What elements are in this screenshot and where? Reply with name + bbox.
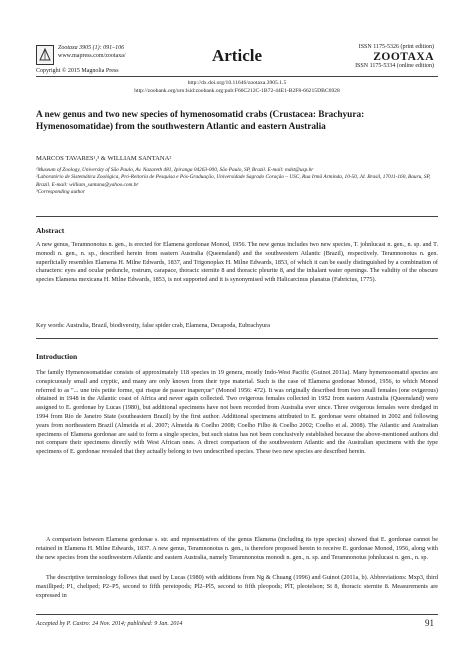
paper-title: A new genus and two new species of hymenosomatid crabs (Crustacea: Brachyura: Hymenosomatidae) from the southwestern Atlantic and eastern Australia xyxy=(36,110,365,132)
affiliation-2: ²Laboratório de Sistemática Zoológica, Pró-Reitoria de Pesquisa e Pós-Graduação, Universidade Sagrado Coração – USC, Rua Irmã Arminda, 10-50, Jd. Brasil, 17011-160, Bauru, SP, Brazil. E-mail: william_santana@yahoo.com.br xyxy=(36,174,431,188)
affiliation-3: ³Corresponding author xyxy=(36,189,85,196)
authors: MARCOS TAVARES¹,³ & WILLIAM SANTANA² xyxy=(36,155,172,162)
abstract-heading: Abstract xyxy=(36,226,65,235)
affiliations xyxy=(36,167,438,197)
article-label: Article xyxy=(211,46,263,65)
abstract-text: A new genus, Teramnonotus n. gen., is erected for Elamena gordonae Monod, 1956. The new genus includes two new species, T. johnlucasi n. gen., n. sp. and T. monodi n. gen., n. sp., described herein from eastern Australia (Queensland) and the southwestern Atlantic (Brazil), respectively. Teramnonotus n. gen. superficially resembles Elamena H. Milne Edwards, 1837, and Trigonoplax H. Milne Edwards, 1853, of which it can be easily distinguished by a combination of characters: eyes and ocular peduncle, rostrum, carapace, thoracic sternite 8 and thoracic pleurite 8, and the inhalant water openings. The validity of the obscure species Elamena mexicana H. Milne Edwards, 1853, is not supported and it is synonymised with Halicarcinus planatus (Fabricius, 1775). xyxy=(36,241,438,284)
journal-website[interactable]: www.mapress.com/zootaxa/ xyxy=(58,52,126,59)
doi-link[interactable]: http://dx.doi.org/10.11646/zootaxa.3905.1.5 xyxy=(187,80,287,86)
journal-citation: Zootaxa 3905 (1): 091–106 xyxy=(58,45,125,51)
lsid-link[interactable]: http://zoobank.org/urn:lsid:zoobank.org:pub:F66C212C-1B72-44E1-B2F8-66215DBC6928 xyxy=(134,87,340,94)
issn-online: ISSN 1175-5334 (online edition) xyxy=(355,63,434,70)
intro-paragraph-2: A comparison between Elamena gordonae s. str. and representatives of the genus Elamena (including its type species) showed that E. gordonae cannot be retained in Elamena H. Milne Edwards, 1837. A new genus, Teramnonotus n. gen., is therefore proposed herein to receive E. gordonae Monod, 1956, along with the new species from the southwestern Atlantic and eastern Australia, namely Teramnonotus monodi n. gen., n. sp. and Teramnonotus johnlucasi n. gen., n. sp. xyxy=(36,536,438,561)
identifiers xyxy=(0,80,474,95)
copyright: Copyright © 2015 Magnolia Press xyxy=(36,68,119,74)
issn-block xyxy=(355,44,434,71)
journal-brand: ZOOTAXA xyxy=(373,51,434,64)
header-rule xyxy=(36,76,438,77)
intro-paragraph-1: The family Hymenosomatidae consists of approximately 118 species in 19 genera, mostly Indo-West Pacific (Guinot 2011a). Many hymenosomatid species are conspicuously small and cryptic, and many are only known from their type material. Such is the case of Elamena gordonae Monod, 1956, to which Monod referred to as "... une très petite forme, qui risque de passer inaperçue" (Monod 1956: 472). It was originally described from two small females (one ovigerous) obtained in 1948 in the Atlantic coast of Africa and never again collected. Two ovigerous females collected in 1952 from eastern Australia (Queensland) were assigned to E. gordonae by Lucas (1980), but additional specimens have not been recorded from Australia ever since. Three ovigerous females were dredged in 1994 from Rio de Janeiro State (southeastern Brazil) by the first author. Additional specimens attributed to E. gordonae were obtained in 2002 and following years from northeastern Brazil (Almeida et al. 2007; Almeida & Coelho 2008; Coelho Filho & Coelho 2002; Coelho et al. 2008). The Atlantic and Australian specimens of Elamena gordonae are said to form a single species, but such status has not been conclusively established because the above-mentioned authors did not compare their specimens directly with West African ones. A direct comparison of the southwestern Atlantic and the Australian specimens with the type specimens of E. gordonae revealed that they actually belong to two undescribed species. These two new species are described herein. xyxy=(36,369,438,456)
keywords: Key words: Australia, Brazil, biodiversity, false spider crab, Elamena, Decapoda, Eubrachyura xyxy=(36,322,270,329)
abstract-bottom-rule xyxy=(36,338,438,339)
issn-print: ISSN 1175-5326 (print edition) xyxy=(358,44,434,50)
acceptance-note: Accepted by P. Castro: 24 Nov. 2014; published: 9 Jan. 2014 xyxy=(36,621,183,627)
footer-rule xyxy=(36,614,438,615)
page-number: 91 xyxy=(425,618,434,628)
affiliation-1: ¹Museum of Zoology, University of São Paulo, Av. Nazareth 481, Ipiranga 04263-000, São Paulo, SP, Brazil. E-mail: mdst@usp.br xyxy=(36,167,314,173)
abstract-top-rule xyxy=(36,216,438,217)
introduction-heading: Introduction xyxy=(36,352,78,361)
intro-paragraph-3: The descriptive terminology follows that used by Lucas (1980) with additions from Ng & Chuang (1996) and Guinot (2011a, b). Abbreviations: Mxp3, third maxilliped; P1, cheliped; P2–P5, second to fifth pereiopods; Pl2–Pl5, second to fifth pleopods; PlT, pleotelson; St 8, thoracic sternite 8. Measurements are expressed in xyxy=(36,574,438,599)
